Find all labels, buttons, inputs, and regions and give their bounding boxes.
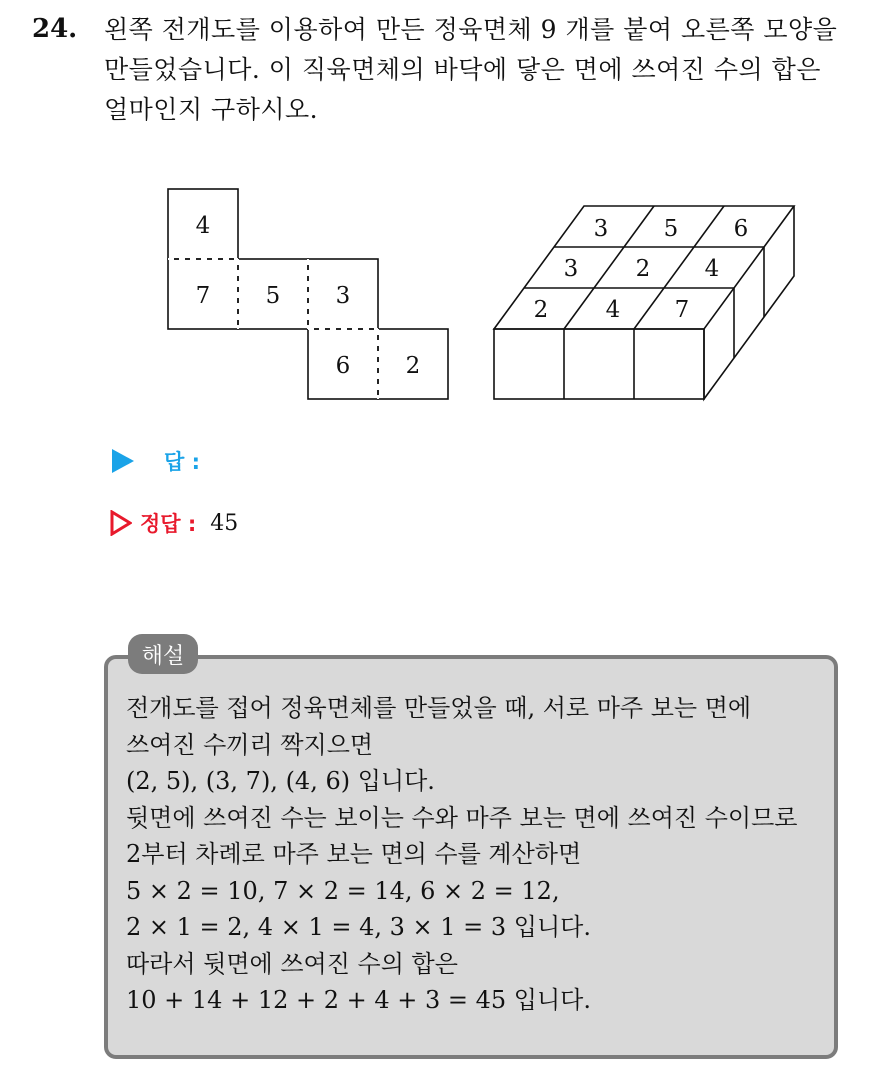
explanation-line: (2, 5), (3, 7), (4, 6) 입니다. [126, 767, 435, 795]
block-top-number: 3 [593, 216, 609, 242]
net-face-center: 5 [265, 283, 281, 309]
explanation-line: 2 × 1 = 2, 4 × 1 = 4, 3 × 1 = 3 입니다. [126, 913, 591, 941]
correct-answer-value: 45 [210, 510, 239, 536]
block-top-number: 4 [605, 297, 621, 323]
explanation-line: 2부터 차례로 마주 보는 면의 수를 계산하면 [126, 840, 582, 868]
answer-label: 답 : [164, 450, 200, 474]
net-face-top: 4 [195, 213, 211, 239]
question-line: 얼마인지 구하시오. [104, 95, 319, 124]
explanation-text [126, 690, 836, 1019]
question-line: 왼쪽 전개도를 이용하여 만든 정육면체 9 개를 붙여 오른쪽 모양을 [104, 15, 838, 44]
block-top-number: 2 [635, 256, 651, 282]
explanation-line: 5 × 2 = 10, 7 × 2 = 14, 6 × 2 = 12, [126, 876, 560, 905]
question-number: 24. [32, 14, 78, 44]
correct-answer-row [110, 508, 238, 538]
play-triangle-icon [112, 449, 134, 473]
explanation-line: 뒷면에 쓰여진 수는 보이는 수와 마주 보는 면에 쓰여진 수이므로 [126, 803, 798, 832]
problem-figure [0, 160, 884, 420]
question-text [104, 10, 874, 130]
block-top-number: 7 [674, 297, 690, 323]
explanation-line: 전개도를 접어 정육면체를 만들었을 때, 서로 마주 보는 면에 [126, 694, 752, 722]
correct-answer-label: 정답 : [140, 512, 197, 536]
explanation-tag: 해설 [128, 634, 198, 674]
outline-triangle-icon [110, 510, 132, 536]
net-face-right: 3 [335, 283, 351, 309]
explanation-line: 10 + 14 + 12 + 2 + 4 + 3 = 45 입니다. [126, 986, 591, 1014]
explanation-line: 쓰여진 수끼리 짝지으면 [126, 730, 374, 759]
block-top-number: 4 [704, 256, 720, 282]
explanation-line: 따라서 뒷면에 쓰여진 수의 합은 [126, 949, 458, 978]
question-line: 만들었습니다. 이 직육면체의 바닥에 닿은 면에 쓰여진 수의 합은 [104, 55, 821, 84]
answer-row [112, 446, 200, 476]
block-top-number: 2 [533, 297, 549, 323]
block-top-number: 5 [663, 216, 679, 242]
net-face-bottom-left: 6 [335, 353, 351, 379]
net-face-bottom-right: 2 [405, 353, 421, 379]
net-face-left: 7 [195, 283, 211, 309]
block-top-number: 3 [563, 256, 579, 282]
block-top-number: 6 [733, 216, 749, 242]
